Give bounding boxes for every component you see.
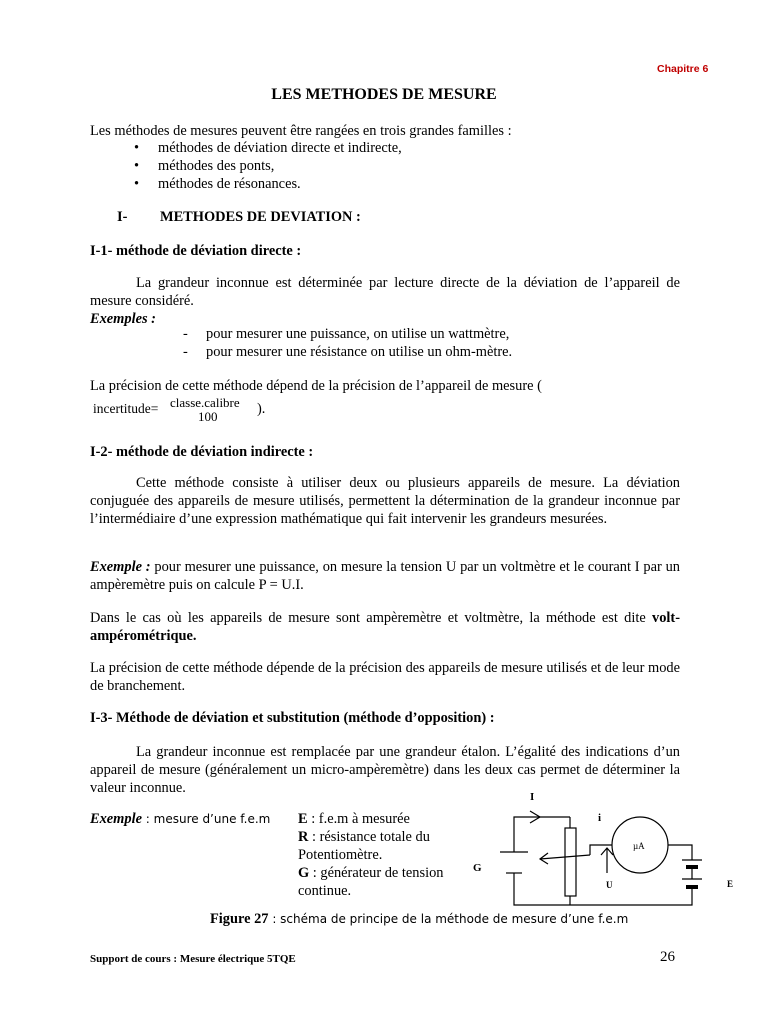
examples-list xyxy=(206,325,512,361)
caption-label: Figure 27 xyxy=(210,911,269,927)
paragraph: La grandeur inconnue est remplacée par une grandeur étalon. L’égalité des indications d’un appareil de mesure (généralement un micro-ampèremètre) dans les deux cas permet de déterminer la valeur inconnue. xyxy=(90,744,680,796)
section-number: I- xyxy=(117,209,128,225)
formula-lhs: incertitude= xyxy=(93,401,159,416)
circuit-wire xyxy=(514,873,692,905)
chapter-label: Chapitre 6 xyxy=(657,63,709,75)
legend-item-g: G : générateur de tension continue. xyxy=(298,865,444,899)
formula-end: ). xyxy=(257,401,266,417)
list-item: • méthodes de déviation directe et indirecte, xyxy=(158,139,402,157)
formula-denominator: 100 xyxy=(198,409,218,424)
potentiometer-r xyxy=(565,828,576,896)
legend-item-e: E : f.e.m à mesurée xyxy=(298,811,410,827)
label-U: U xyxy=(606,880,613,890)
page-title: LES METHODES DE MESURE xyxy=(271,86,497,103)
section-title: METHODES DE DEVIATION : xyxy=(160,209,361,225)
circuit-wire xyxy=(668,845,692,860)
paragraph xyxy=(90,609,680,645)
paragraph: La précision de cette méthode dépend de la précision de l’appareil de mesure ( xyxy=(90,378,542,394)
label-meter: µA xyxy=(633,841,645,851)
figure-caption xyxy=(210,910,628,928)
case-text: Dans le cas où les appareils de mesure sont ampèremètre et voltmètre, la méthode est dite xyxy=(90,610,653,626)
subsection-title: I-2- méthode de déviation indirecte : xyxy=(90,444,314,460)
paragraph: La grandeur inconnue est déterminée par lecture directe de la déviation de l’appareil de mesure considéré. xyxy=(90,275,680,309)
list-item: - pour mesurer une résistance on utilise un ohm-mètre. xyxy=(206,343,512,361)
circuit-diagram xyxy=(470,785,740,915)
examples-label: Exemples : xyxy=(90,311,156,327)
example-line xyxy=(90,810,270,828)
label-E: E xyxy=(727,879,734,889)
paragraph: Cette méthode consiste à utiliser deux ou plusieurs appareils de mesure. La déviation conjuguée des appareils de mesure utilisés, permettent la détermination de la grandeur inconnue par l’intermédiaire d’une expression mathématique qui fait intervenir les grandeurs mesurées. xyxy=(90,475,680,527)
footer-course: Support de cours : Mesure électrique 5TQE xyxy=(90,953,296,965)
example-text: pour mesurer une puissance, on mesure la tension U par un voltmètre et le courant I par un ampèremètre puis on calcule P = U.I. xyxy=(90,559,680,593)
page-number: 26 xyxy=(660,949,675,965)
example-text: : mesure d’une f.e.m xyxy=(141,812,271,826)
example-label: Exemple xyxy=(90,811,142,827)
circuit-wire xyxy=(514,817,570,852)
case-bold: volt-ampérométrique. xyxy=(90,610,680,644)
formula-numerator: classe.calibre xyxy=(170,395,240,410)
subsection-title: I-3- Méthode de déviation et substitution (méthode d’opposition) : xyxy=(90,710,495,726)
paragraph xyxy=(90,558,680,594)
list-item: - pour mesurer une puissance, on utilise un wattmètre, xyxy=(206,325,512,343)
subsection-title: I-1- méthode de déviation directe : xyxy=(90,243,302,259)
list-item: • méthodes des ponts, xyxy=(158,157,402,175)
example-label: Exemple : xyxy=(90,559,151,575)
list-item: • méthodes de résonances. xyxy=(158,175,402,193)
label-i: i xyxy=(598,812,602,824)
caption-text: : schéma de principe de la méthode de mesure d’une f.e.m xyxy=(268,912,629,926)
legend xyxy=(298,810,458,900)
label-I: I xyxy=(530,791,535,803)
intro-list xyxy=(158,139,402,193)
label-G: G xyxy=(473,862,482,874)
paragraph: La précision de cette méthode dépende de la précision des appareils de mesure utilisés et de leur mode de branchement. xyxy=(90,660,680,694)
legend-item-r: R : résistance totale du Potentiomètre. xyxy=(298,829,430,863)
intro-text: Les méthodes de mesures peuvent être rangées en trois grandes familles : xyxy=(90,123,512,139)
